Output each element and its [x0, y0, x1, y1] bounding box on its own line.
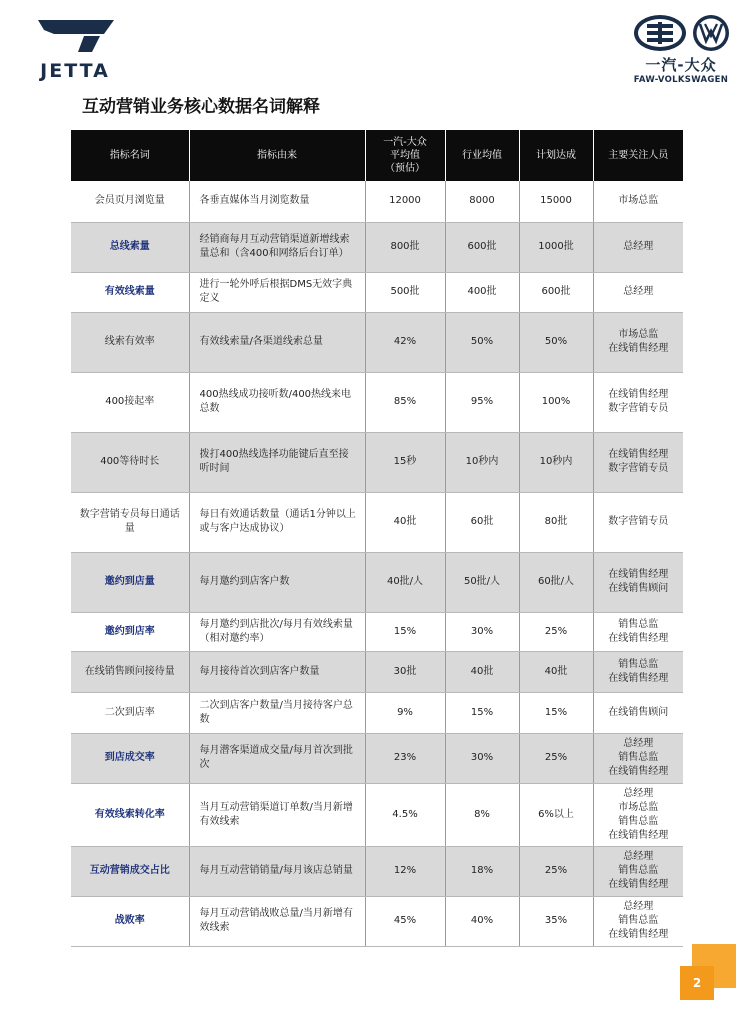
cell-indicator-name: 有效线索转化率 — [71, 783, 189, 846]
cell-key-people: 销售总监 在线销售经理 — [593, 651, 683, 692]
table-row — [71, 612, 683, 651]
faw-volkswagen-logo — [630, 14, 732, 90]
cell-faw-average: 42% — [365, 312, 445, 372]
cell-key-people: 市场总监 在线销售经理 — [593, 312, 683, 372]
table-row — [71, 222, 683, 272]
header-indicator-source: 指标由来 — [189, 130, 365, 181]
cell-indicator-source: 经销商每月互动营销渠道新增线索量总和（含400和网络后台订单） — [189, 222, 365, 272]
table-row — [71, 272, 683, 312]
cell-key-people: 在线销售经理 数字营销专员 — [593, 432, 683, 492]
cell-key-people: 总经理 销售总监 在线销售经理 — [593, 733, 683, 783]
cell-faw-average: 15% — [365, 612, 445, 651]
cell-indicator-source: 每月接待首次到店客户数量 — [189, 651, 365, 692]
cell-plan-target: 6%以上 — [519, 783, 593, 846]
page-number-badge — [680, 944, 736, 1002]
cell-industry-average: 15% — [445, 692, 519, 733]
cell-faw-average: 15秒 — [365, 432, 445, 492]
faw-chinese-name: 一汽-大众 — [645, 56, 717, 74]
cell-plan-target: 10秒内 — [519, 432, 593, 492]
cell-key-people: 在线销售顾问 — [593, 692, 683, 733]
faw-english-name: FAW-VOLKSWAGEN — [633, 75, 729, 85]
cell-industry-average: 60批 — [445, 492, 519, 552]
cell-indicator-name: 总线索量 — [71, 222, 189, 272]
cell-indicator-name: 邀约到店量 — [71, 552, 189, 612]
cell-faw-average: 4.5% — [365, 783, 445, 846]
cell-indicator-name: 战败率 — [71, 896, 189, 946]
jetta-emblem-icon — [34, 20, 116, 60]
cell-indicator-source: 每月邀约到店客户数 — [189, 552, 365, 612]
cell-industry-average: 600批 — [445, 222, 519, 272]
cell-indicator-name: 二次到店率 — [71, 692, 189, 733]
cell-industry-average: 50% — [445, 312, 519, 372]
header-indicator-name: 指标名词 — [71, 130, 189, 181]
cell-key-people: 数字营销专员 — [593, 492, 683, 552]
cell-industry-average: 400批 — [445, 272, 519, 312]
cell-industry-average: 95% — [445, 372, 519, 432]
cell-plan-target: 15% — [519, 692, 593, 733]
cell-faw-average: 40批/人 — [365, 552, 445, 612]
cell-industry-average: 8% — [445, 783, 519, 846]
cell-plan-target: 25% — [519, 612, 593, 651]
cell-plan-target: 15000 — [519, 181, 593, 222]
header-industry-average: 行业均值 — [445, 130, 519, 181]
cell-faw-average: 30批 — [365, 651, 445, 692]
cell-indicator-name: 线索有效率 — [71, 312, 189, 372]
cell-plan-target: 1000批 — [519, 222, 593, 272]
table-row — [71, 432, 683, 492]
cell-indicator-source: 各垂直媒体当月浏览数量 — [189, 181, 365, 222]
cell-industry-average: 50批/人 — [445, 552, 519, 612]
cell-plan-target: 100% — [519, 372, 593, 432]
cell-plan-target: 40批 — [519, 651, 593, 692]
cell-indicator-source: 每月互动营销销量/每月该店总销量 — [189, 846, 365, 896]
cell-key-people: 总经理 销售总监 在线销售经理 — [593, 896, 683, 946]
cell-indicator-name: 有效线索量 — [71, 272, 189, 312]
cell-industry-average: 30% — [445, 733, 519, 783]
table-row — [71, 552, 683, 612]
cell-industry-average: 40% — [445, 896, 519, 946]
cell-faw-average: 9% — [365, 692, 445, 733]
table-header-row — [71, 130, 683, 181]
jetta-wordmark: JETTA — [40, 60, 110, 82]
table-row — [71, 651, 683, 692]
cell-faw-average: 12% — [365, 846, 445, 896]
cell-industry-average: 8000 — [445, 181, 519, 222]
cell-plan-target: 80批 — [519, 492, 593, 552]
cell-faw-average: 85% — [365, 372, 445, 432]
cell-key-people: 市场总监 — [593, 181, 683, 222]
cell-faw-average: 500批 — [365, 272, 445, 312]
cell-indicator-name: 数字营销专员每日通话量 — [71, 492, 189, 552]
cell-indicator-source: 400热线成功接听数/400热线来电总数 — [189, 372, 365, 432]
cell-key-people: 在线销售经理 在线销售顾问 — [593, 552, 683, 612]
cell-indicator-source: 每日有效通话数量（通话1分钟以上或与客户达成协议） — [189, 492, 365, 552]
header-key-people: 主要关注人员 — [593, 130, 683, 181]
cell-indicator-source: 每月互动营销战败总量/当月新增有效线索 — [189, 896, 365, 946]
cell-indicator-name: 邀约到店率 — [71, 612, 189, 651]
header-plan-target: 计划达成 — [519, 130, 593, 181]
cell-faw-average: 40批 — [365, 492, 445, 552]
cell-indicator-name: 400接起率 — [71, 372, 189, 432]
table-row — [71, 492, 683, 552]
cell-indicator-name: 在线销售顾问接待量 — [71, 651, 189, 692]
cell-indicator-source: 有效线索量/各渠道线索总量 — [189, 312, 365, 372]
cell-key-people: 总经理 销售总监 在线销售经理 — [593, 846, 683, 896]
table-row — [71, 733, 683, 783]
cell-key-people: 总经理 — [593, 272, 683, 312]
page-number: 2 — [680, 966, 714, 1000]
cell-plan-target: 25% — [519, 733, 593, 783]
cell-plan-target: 600批 — [519, 272, 593, 312]
cell-indicator-name: 会员页月浏览量 — [71, 181, 189, 222]
cell-indicator-name: 400等待时长 — [71, 432, 189, 492]
table-body — [71, 181, 683, 946]
table-row — [71, 372, 683, 432]
cell-faw-average: 800批 — [365, 222, 445, 272]
table-row — [71, 846, 683, 896]
cell-industry-average: 40批 — [445, 651, 519, 692]
cell-indicator-source: 二次到店客户数量/当月接待客户总数 — [189, 692, 365, 733]
cell-plan-target: 60批/人 — [519, 552, 593, 612]
table-row — [71, 783, 683, 846]
cell-industry-average: 30% — [445, 612, 519, 651]
table-row — [71, 312, 683, 372]
cell-indicator-source: 每月潜客渠道成交量/每月首次到批次 — [189, 733, 365, 783]
cell-indicator-name: 互动营销成交占比 — [71, 846, 189, 896]
cell-key-people: 在线销售经理 数字营销专员 — [593, 372, 683, 432]
table-row — [71, 181, 683, 222]
cell-plan-target: 35% — [519, 896, 593, 946]
cell-plan-target: 25% — [519, 846, 593, 896]
cell-faw-average: 23% — [365, 733, 445, 783]
cell-industry-average: 10秒内 — [445, 432, 519, 492]
header-faw-average: 一汽-大众 平均值 （预估） — [365, 130, 445, 181]
cell-indicator-source: 每月邀约到店批次/每月有效线索量（相对邀约率） — [189, 612, 365, 651]
cell-indicator-source: 拨打400热线选择功能键后直至接听时间 — [189, 432, 365, 492]
terms-table — [71, 130, 683, 947]
cell-faw-average: 45% — [365, 896, 445, 946]
cell-faw-average: 12000 — [365, 181, 445, 222]
cell-plan-target: 50% — [519, 312, 593, 372]
cell-key-people: 总经理 市场总监 销售总监 在线销售经理 — [593, 783, 683, 846]
cell-indicator-name: 到店成交率 — [71, 733, 189, 783]
cell-industry-average: 18% — [445, 846, 519, 896]
table-row — [71, 692, 683, 733]
jetta-logo — [34, 20, 116, 80]
faw-vw-emblems-icon — [630, 14, 732, 54]
cell-key-people: 销售总监 在线销售经理 — [593, 612, 683, 651]
page-title: 互动营销业务核心数据名词解释 — [82, 97, 320, 117]
cell-key-people: 总经理 — [593, 222, 683, 272]
cell-indicator-source: 进行一轮外呼后根据DMS无效字典定义 — [189, 272, 365, 312]
cell-indicator-source: 当月互动营销渠道订单数/当月新增有效线索 — [189, 783, 365, 846]
table-row — [71, 896, 683, 946]
